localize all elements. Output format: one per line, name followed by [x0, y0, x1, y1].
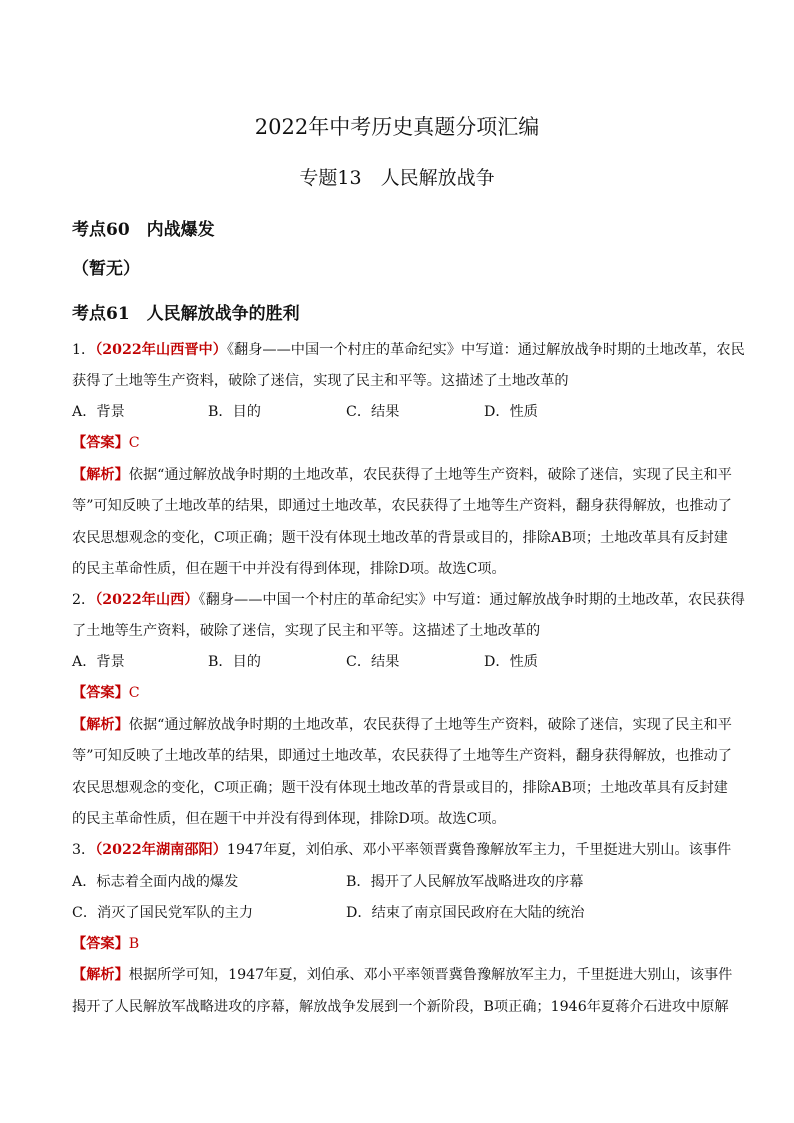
q1-answer-value: C — [128, 435, 140, 451]
q1-stem-text-1: 《翻身——中国一个村庄的革命纪实》中写道：通过解放战争时期的土地改革，农民 — [226, 342, 745, 358]
q3-stem-text-1: 1947年夏，刘伯承、邓小平率领晋冀鲁豫解放军主力，千里挺进大别山。该事件 — [226, 842, 732, 858]
analysis-tag: 【解析】 — [72, 467, 129, 483]
q2-number: 2． — [72, 592, 96, 608]
q3-answer-value: B — [128, 936, 140, 952]
answer-tag: 【答案】 — [72, 936, 129, 952]
q2-option-d: D．性质 — [484, 654, 538, 670]
q2-analysis-text-1: 依据“通过解放战争时期的土地改革，农民获得了土地等生产资料，破除了迷信，实现了民主和平 — [128, 717, 732, 733]
q1-analysis-line-1 — [72, 465, 732, 485]
q2-option-a: A．背景 — [72, 654, 125, 670]
q3-analysis-line-1 — [72, 965, 733, 985]
document-subtitle: 专题13 人民解放战争 — [299, 167, 495, 189]
q3-option-c: C．消灭了国民党军队的主力 — [72, 905, 254, 921]
q1-stem-line-1 — [72, 340, 745, 360]
q1-option-b: B．目的 — [208, 404, 261, 420]
document-title: 2022年中考历史真题分项汇编 — [254, 115, 540, 139]
q1-answer — [72, 433, 140, 453]
q3-analysis-text-1: 根据所学可知，1947年夏，刘伯承、邓小平率领晋冀鲁豫解放军主力，千里挺进大别山，该事件 — [128, 967, 733, 983]
q3-option-b: B．揭开了人民解放军战略进攻的序幕 — [346, 874, 584, 890]
q1-stem-line-2: 获得了土地等生产资料，破除了迷信，实现了民主和平等。这描述了土地改革的 — [72, 373, 569, 389]
answer-tag: 【答案】 — [72, 435, 129, 451]
q1-option-c: C．结果 — [346, 404, 400, 420]
section-heading-61: 考点61 人民解放战争的胜利 — [72, 304, 300, 324]
analysis-tag: 【解析】 — [72, 967, 129, 983]
q3-number: 3． — [72, 842, 96, 858]
q3-stem-line-1 — [72, 840, 732, 860]
q2-answer-value: C — [128, 685, 140, 701]
q2-stem-line-2: 了土地等生产资料，破除了迷信，实现了民主和平等。这描述了土地改革的 — [72, 623, 541, 639]
q1-source: （2022年山西晋中） — [95, 342, 227, 358]
q1-analysis-line-4: 的民主革命性质，但在题干中并没有得到体现，排除D项。故选C项。 — [72, 561, 506, 577]
q2-answer — [72, 683, 140, 703]
q1-option-d: D．性质 — [484, 404, 538, 420]
q2-analysis-line-1 — [72, 715, 732, 735]
q2-analysis-line-4: 的民主革命性质，但在题干中并没有得到体现，排除D项。故选C项。 — [72, 811, 506, 827]
q2-stem-text-1: 《翻身——中国一个村庄的革命纪实》中写道：通过解放战争时期的土地改革，农民获得 — [198, 592, 745, 608]
q3-option-d: D．结束了南京国民政府在大陆的统治 — [346, 905, 585, 921]
q2-option-b: B．目的 — [208, 654, 261, 670]
section-heading-60: 考点60 内战爆发 — [72, 220, 215, 240]
q2-analysis-line-2: 等”可知反映了土地改革的结果，即通过土地改革，农民获得了土地等生产资料，翻身获得解放，也推动了 — [72, 748, 732, 764]
q1-number: 1． — [72, 342, 96, 358]
q2-stem-line-1 — [72, 590, 745, 610]
answer-tag: 【答案】 — [72, 685, 129, 701]
q3-answer — [72, 934, 139, 954]
q1-analysis-text-1: 依据“通过解放战争时期的土地改革，农民获得了土地等生产资料，破除了迷信，实现了民主和平 — [128, 467, 732, 483]
q3-analysis-line-2: 揭开了人民解放军战略进攻的序幕，解放战争发展到一个新阶段，B项正确；1946年夏蒋介石进攻中原解 — [72, 999, 729, 1015]
q1-analysis-line-2: 等”可知反映了土地改革的结果，即通过土地改革，农民获得了土地等生产资料，翻身获得解放，也推动了 — [72, 498, 732, 514]
q3-option-a: A．标志着全面内战的爆发 — [72, 874, 239, 890]
q1-analysis-line-3: 农民思想观念的变化，C项正确；题干没有体现土地改革的背景或目的，排除AB项；土地改革具有反封建 — [72, 530, 728, 546]
q2-option-c: C．结果 — [346, 654, 400, 670]
q2-analysis-line-3: 农民思想观念的变化，C项正确；题干没有体现土地改革的背景或目的，排除AB项；土地改革具有反封建 — [72, 780, 728, 796]
q2-source: （2022年山西） — [95, 592, 199, 608]
section-note-60: （暂无） — [72, 259, 140, 279]
q3-source: （2022年湖南邵阳） — [95, 842, 227, 858]
analysis-tag: 【解析】 — [72, 717, 129, 733]
q1-option-a: A．背景 — [72, 404, 125, 420]
